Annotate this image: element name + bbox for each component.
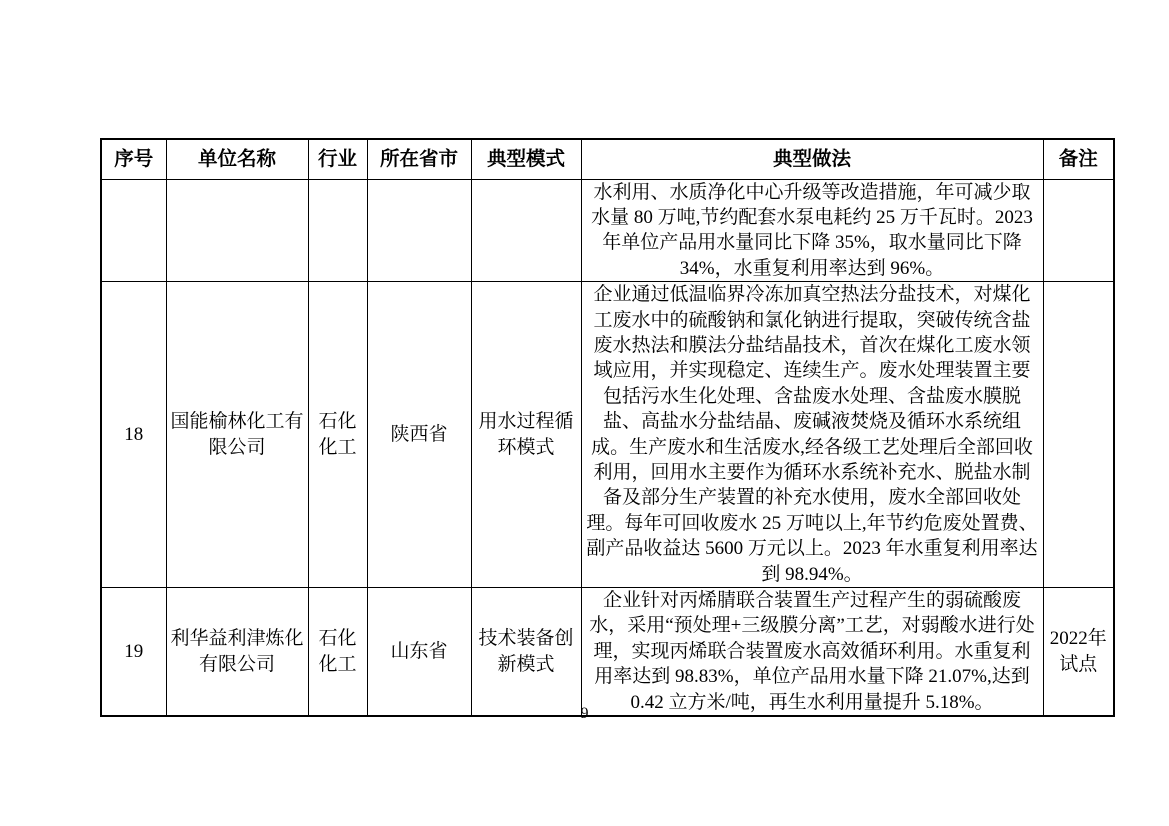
cell-industry: 石化化工: [308, 588, 367, 717]
table-row-19: [101, 588, 1114, 717]
cell-province: 山东省: [367, 588, 471, 717]
typical-cases-table: [100, 138, 1115, 717]
cell-typical-mode: [471, 179, 581, 282]
cell-province: 陕西省: [367, 282, 471, 588]
cell-industry: [308, 179, 367, 282]
cell-unit-name: 国能榆林化工有限公司: [166, 282, 308, 588]
col-header-index: 序号: [101, 139, 166, 179]
cell-typical-mode: 技术装备创新模式: [471, 588, 581, 717]
col-header-remark: 备注: [1043, 139, 1114, 179]
cell-unit-name: 利华益利津炼化有限公司: [166, 588, 308, 717]
cell-typical-practice: 水利用、水质净化中心升级等改造措施，年可减少取水量 80 万吨,节约配套水泵电耗约 25 万千瓦时。2023 年单位产品用水量同比下降 35%，取水量同比下降 34%，水重复利用率达到 96%。: [581, 179, 1043, 282]
cell-industry: 石化化工: [308, 282, 367, 588]
table-container: [100, 138, 1115, 717]
cell-index: 18: [101, 282, 166, 588]
table-row-continuation: [101, 179, 1114, 282]
cell-unit-name: [166, 179, 308, 282]
col-header-industry: 行业: [308, 139, 367, 179]
cell-typical-practice: 企业通过低温临界冷冻加真空热法分盐技术，对煤化工废水中的硫酸钠和氯化钠进行提取，突破传统含盐废水热法和膜法分盐结晶技术，首次在煤化工废水领域应用，并实现稳定、连续生产。废水处理装置主要包括污水生化处理、含盐废水处理、含盐废水膜脱盐、高盐水分盐结晶、废碱液焚烧及循环水系统组成。生产废水和生活废水,经各级工艺处理后全部回收利用，回用水主要作为循环水系统补充水、脱盐水制备及部分生产装置的补充水使用，废水全部回收处理。每年可回收废水 25 万吨以上,年节约危废处置费、副产品收益达 5600 万元以上。2023 年水重复利用率达到 98.94%。: [581, 282, 1043, 588]
table-header-row: [101, 139, 1114, 179]
cell-remark: 2022年试点: [1043, 588, 1114, 717]
col-header-typical-mode: 典型模式: [471, 139, 581, 179]
cell-typical-mode: 用水过程循环模式: [471, 282, 581, 588]
cell-index: 19: [101, 588, 166, 717]
cell-remark: [1043, 282, 1114, 588]
cell-typical-practice: 企业针对丙烯腈联合装置生产过程产生的弱硫酸废水，采用“预处理+三级膜分离”工艺，对弱酸水进行处理，实现丙烯联合装置废水高效循环利用。水重复利用率达到 98.83%，单位产品用水量下降 21.07%,达到 0.42 立方米/吨，再生水利用量提升 5.18%。: [581, 588, 1043, 717]
col-header-province: 所在省市: [367, 139, 471, 179]
col-header-typical-practice: 典型做法: [581, 139, 1043, 179]
col-header-unit-name: 单位名称: [166, 139, 308, 179]
cell-province: [367, 179, 471, 282]
table-row-18: [101, 282, 1114, 588]
cell-remark: [1043, 179, 1114, 282]
cell-index: [101, 179, 166, 282]
page-number: 9: [580, 705, 589, 722]
